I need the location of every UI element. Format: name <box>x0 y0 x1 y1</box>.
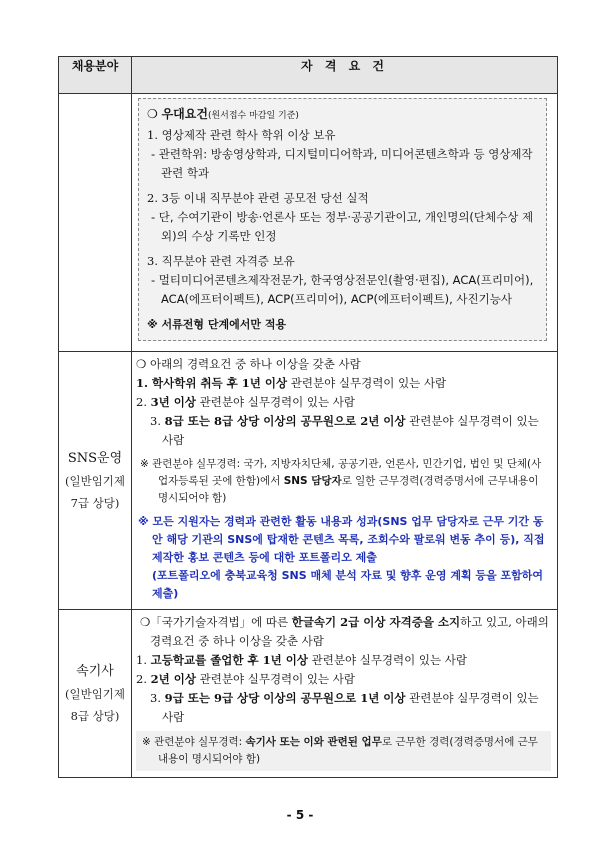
sns-requirements-cell <box>132 352 558 610</box>
steno-note: ※ 관련분야 실무경력: 속기사 또는 이와 관련된 업무로 근무한 경력(경력증명서에 근무내용이 명시되어야 함) <box>136 731 551 771</box>
sns-row <box>59 352 558 610</box>
steno-category-cell <box>59 610 132 778</box>
pref-item-2-head: 2. 3등 이내 직무분야 관련 공모전 당선 실적 <box>147 191 369 205</box>
preference-note: ※ 서류전형 단계에서만 적용 <box>147 318 287 331</box>
pref-item-3-sub: - 멀티미디어콘텐츠제작전문가, 한국영상전문인(촬영·편집), ACA(프리미어), ACA(에프터이펙트), ACP(프리미어), ACP(에프터이펙트), 사진기능사 <box>151 273 534 306</box>
steno-item-2: 2. 2년 이상 관련분야 실무경력이 있는 사람 <box>136 672 356 686</box>
steno-requirements-cell <box>132 610 558 778</box>
pref-item-1-head: 1. 영상제작 관련 학사 학위 이상 보유 <box>147 128 336 142</box>
pref-item-2-sub: - 단, 수여기관이 방송·언론사 또는 정부·공공기관이고, 개인명의(단체수상 제외)의 수상 기록만 인정 <box>151 210 534 243</box>
steno-item-3: 3. 9급 또는 9급 상당 이상의 공무원으로 1년 이상 관련분야 실무경력이 있는 사람 <box>150 691 539 724</box>
steno-item-1: 1. 고등학교를 졸업한 후 1년 이상 관련분야 실무경력이 있는 사람 <box>136 653 468 667</box>
sns-item-2: 2. 3년 이상 관련분야 실무경력이 있는 사람 <box>136 395 356 409</box>
steno-category-sub1: (일반임기제 <box>64 686 126 701</box>
pref-item-3-head: 3. 직무분야 관련 자격증 보유 <box>147 254 295 268</box>
steno-category-sub2: 8급 상당) <box>70 708 120 723</box>
page-number: - 5 - <box>286 808 314 822</box>
sns-portfolio-notice-2: (포트폴리오에 충북교육청 SNS 매체 분석 자료 및 향후 운영 계획 등을 포함하여 제출) <box>152 569 543 600</box>
sns-category-sub2: 7급 상당) <box>70 495 120 510</box>
sns-portfolio-notice: ※ 모든 지원자는 경력과 관련한 활동 내용과 성과(SNS 업무 담당자로 근무 기간 동안 해당 기관의 SNS에 탑재한 콘텐츠 목록, 조회수와 팔로워 변동 추이 등), 직접 제작한 홍보 콘텐츠 등에 대한 포트폴리오 제출 <box>138 515 545 564</box>
sns-item-3: 3. 8급 또는 8급 상당 이상의 공무원으로 2년 이상 관련분야 실무경력이 있는 사람 <box>150 414 539 447</box>
steno-category-title: 속기사 <box>76 663 114 679</box>
preference-title: 우대요건 <box>161 107 208 121</box>
sns-category-sub1: (일반임기제 <box>64 473 126 488</box>
sns-category-title: SNS운영 <box>67 450 123 466</box>
preference-title-note: (원서접수 마감일 기준) <box>207 111 299 121</box>
preference-box <box>138 98 547 341</box>
sns-category-cell <box>59 352 132 610</box>
qualification-table <box>58 56 558 778</box>
sns-intro: ❍ 아래의 경력요건 중 하나 이상을 갖춘 사람 <box>136 357 361 371</box>
sns-note: ※ 관련분야 실무경력: 국가, 지방자치단체, 공공기관, 언론사, 민간기업, 법인 및 단체(사업자등록된 곳에 한함)에서 SNS 담당자로 일한 근무경력(경력증명서에 근무내용이 명시되어야 함) <box>140 458 542 504</box>
steno-row <box>59 610 558 778</box>
sns-item-1: 1. 학사학위 취득 후 1년 이상 관련분야 실무경력이 있는 사람 <box>136 376 447 390</box>
preference-category-cell <box>59 94 132 352</box>
circle-bullet: ❍ <box>147 107 162 121</box>
header-field: 채용분야 <box>59 57 132 94</box>
header-requirements: 자 격 요 건 <box>132 57 558 94</box>
preference-row <box>59 94 558 352</box>
pref-item-1-sub: - 관련학위: 방송영상학과, 디지털미디어학과, 미디어콘텐츠학과 등 영상제작 관련 학과 <box>151 147 533 180</box>
preference-cell <box>132 94 558 352</box>
steno-intro: ❍「국가기술자격법」에 따른 한글속기 2급 이상 자격증을 소지하고 있고, 아래의 경력요건 중 하나 이상을 갖춘 사람 <box>140 615 549 648</box>
